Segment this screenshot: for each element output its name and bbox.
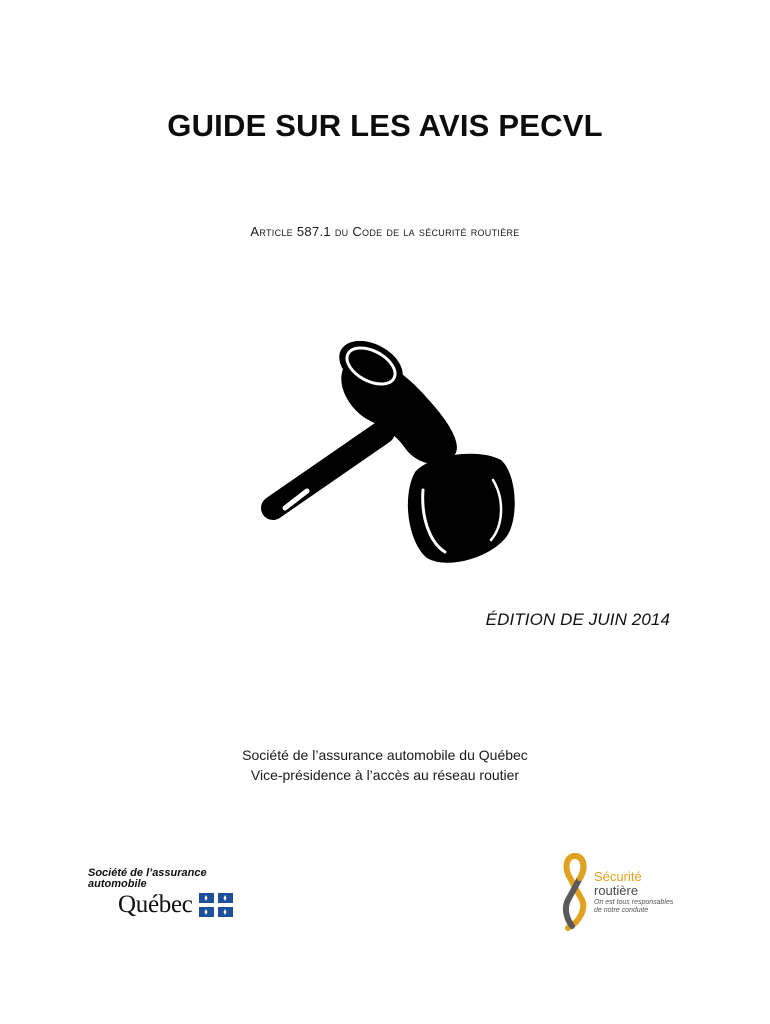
gavel-icon [255,330,520,575]
edition-date: ÉDITION DE JUIN 2014 [485,610,670,629]
organization-block [0,745,770,785]
saaq-logo [88,868,258,920]
securite-routiere-tagline [594,899,673,915]
saaq-logo-line2: automobile [88,878,147,890]
document-title: GUIDE SUR LES AVIS PECVL [167,108,603,143]
securite-routiere-tagline2: de notre conduite [594,907,649,914]
securite-routiere-logo [558,852,678,932]
securite-routiere-tagline1: On est tous responsables [594,899,674,906]
quebec-flag-icon [199,893,233,917]
organization-division: Vice-présidence à l’accès au réseau routier [250,767,520,783]
securite-routiere-line1: Sécurité [594,869,642,884]
organization-name: Société de l’assurance automobile du Québec [242,747,528,763]
saaq-logo-quebec: Québec [118,891,193,918]
awareness-ribbon-icon [558,852,592,932]
saaq-logo-line1: Société de l’assurance [88,867,207,879]
document-subtitle: Article 587.1 du Code de la sécurité routière [250,224,520,239]
securite-routiere-line2: routière [594,883,639,898]
